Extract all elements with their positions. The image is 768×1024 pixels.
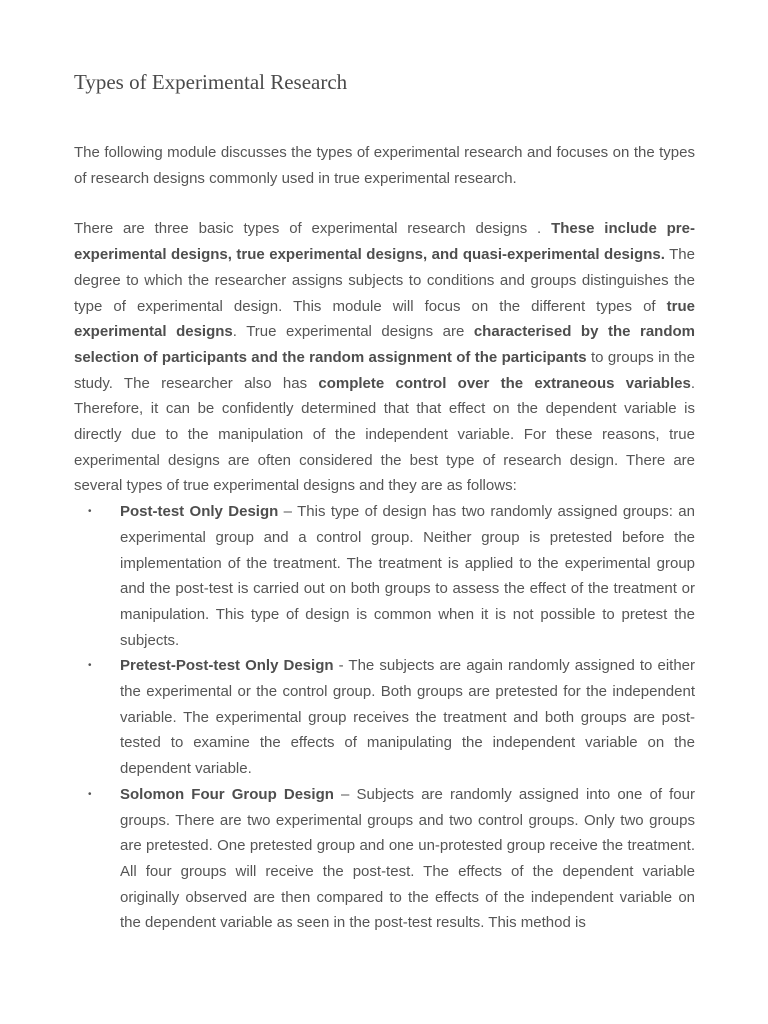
paragraph-text: The degree to which the researcher assigns subjects to conditions and groups distinguishes the type of experimental design. This module will focus on the different types of	[74, 246, 695, 315]
bold-text: true experimental designs	[74, 297, 695, 341]
bullet-icon: •	[88, 506, 92, 518]
design-description: – Subjects are randomly assigned into one of four groups. There are two experimental groups and two control groups. Only two groups are pretested. One pretested group and one un-protested group receive the treatment. All four groups will receive the post-test. The effects of the dependent variable originally observed are then compared to the effects of the independent variable on the dependent variable as seen in the post-test results. This method is	[120, 785, 695, 932]
design-name: Pretest-Post-test Only Design	[120, 657, 334, 675]
intro-paragraph: The following module discusses the types of experimental research and focuses on the types of research designs commonly used in true experimental research.	[74, 144, 695, 187]
bold-text: complete control over the extraneous variables	[318, 374, 691, 392]
design-name: Solomon Four Group Design	[120, 785, 334, 803]
bullet-icon: •	[88, 660, 92, 672]
bold-text: These include pre-experimental designs, true experimental designs, and quasi-experimental designs.	[74, 220, 695, 264]
bold-text: characterised by the random selection of participants and the random assignment of the participants	[74, 323, 695, 366]
page-title: Types of Experimental Research	[74, 70, 348, 94]
design-name: Post-test Only Design	[120, 503, 279, 521]
design-list	[74, 499, 695, 936]
design-description: – This type of design has two randomly assigned groups: an experimental group and a control group. Neither group is pretested before the implementation of the treatment. The treatment is applied to the experimental group and the post-test is carried out on both groups to assess the effect of the treatment or manipulation. This type of design is common when it is not possible to pretest the subjects.	[120, 503, 695, 649]
bullet-icon: •	[88, 788, 92, 800]
paragraph-text: . Therefore, it can be confidently determined that that effect on the dependent variable is directly due to the manipulation of the independent variable. For these reasons, true experimental designs are often considered the best type of research design. There are several types of true experimental designs and they are as follows:	[74, 374, 695, 495]
paragraph-text: . True experimental designs are	[232, 323, 474, 341]
paragraph-text: to groups in the study. The researcher also has	[74, 348, 695, 392]
document-page	[74, 0, 695, 936]
list-item	[74, 499, 695, 653]
design-description: - The subjects are again randomly assigned to either the experimental or the control group. Both groups are pretested for the independent variable. The experimental group receives the treatment and both groups are post-tested to examine the effects of manipulating the independent variable on the dependent variable.	[120, 657, 695, 778]
paragraph-text: There are three basic types of experimental research designs .	[74, 220, 552, 238]
list-item	[74, 653, 695, 782]
list-item	[74, 782, 695, 936]
design-types-paragraph	[74, 216, 695, 499]
